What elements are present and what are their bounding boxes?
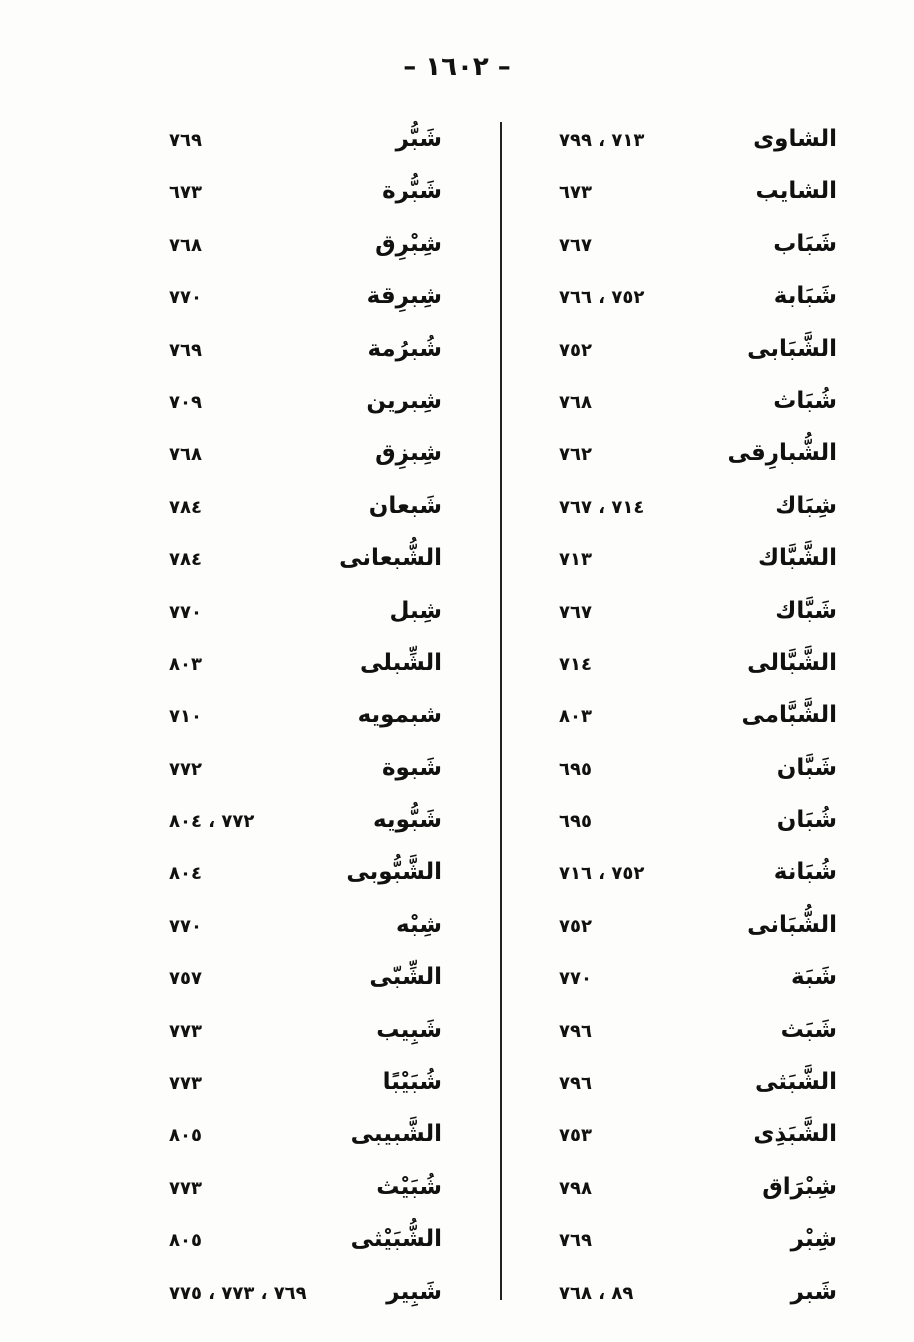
entry-name: الشَّبيبى [350, 1121, 442, 1148]
index-entry [155, 747, 450, 799]
entry-pages: ٧٦٩ [559, 1230, 592, 1252]
index-entry [155, 642, 450, 694]
entry-name: الشَّبَّامى [741, 702, 837, 729]
index-entry [545, 642, 845, 694]
entry-name: الشايب [755, 178, 837, 205]
entry-pages: ٧٧٢ ، ٨٠٤ [169, 811, 255, 833]
index-entry [155, 170, 450, 222]
entry-name: شَبر [790, 1278, 837, 1305]
entry-pages: ٨٠٣ [559, 706, 592, 728]
entry-name: شِبْه [396, 911, 442, 938]
entry-name: الشُّبَانى [747, 911, 837, 938]
index-entry [545, 747, 845, 799]
index-entry [155, 432, 450, 484]
index-entry [155, 223, 450, 275]
index-entry [155, 1166, 450, 1218]
entry-pages: ٨٠٣ [169, 653, 202, 675]
entry-pages: ٧٨٤ [169, 549, 202, 571]
entry-name: الشَّبَثى [755, 1069, 837, 1096]
index-entry [155, 380, 450, 432]
entry-name: شبمويه [357, 702, 442, 729]
entry-name: شِبرين [366, 387, 442, 414]
entry-pages: ٧٧٠ [169, 287, 202, 309]
entry-name: الشاوى [753, 126, 837, 152]
left-column [155, 118, 450, 1323]
index-entry [545, 170, 845, 222]
index-entry [155, 799, 450, 851]
entry-name: شَبَّان [776, 754, 837, 781]
entry-pages: ٧٦٢ [559, 444, 592, 466]
right-column [545, 118, 845, 1323]
index-entry [155, 485, 450, 537]
entry-pages: ٦٩٥ [559, 758, 592, 780]
entry-name: الشَّبُّوبى [346, 859, 442, 886]
index-entry [545, 485, 845, 537]
index-entry [155, 118, 450, 170]
entry-pages: ٧٧٠ [559, 968, 592, 990]
index-entry [545, 537, 845, 589]
entry-pages: ٧٩٨ [559, 1177, 592, 1199]
entry-pages: ٧٦٨ [559, 391, 592, 413]
entry-name: شِبْرِق [375, 230, 442, 257]
entry-name: شُبَان [776, 807, 837, 834]
entry-name: شَبَابة [773, 283, 837, 310]
index-entry [155, 851, 450, 903]
index-entry [155, 590, 450, 642]
entry-pages: ٧٧٠ [169, 601, 202, 623]
index-entry [155, 956, 450, 1008]
index-entry [545, 223, 845, 275]
index-entry [545, 1113, 845, 1165]
index-entry [545, 1271, 845, 1323]
entry-name: شَبَّاك [775, 597, 837, 624]
entry-name: شِبْر [790, 1226, 837, 1253]
entry-name: شِبرِقة [366, 283, 442, 310]
entry-pages: ٧١٤ [559, 653, 592, 675]
entry-pages: ٨٩ ، ٧٦٨ [559, 1282, 634, 1304]
entry-pages: ٧٦٧ [559, 601, 592, 623]
entry-name: شَبُّويه [372, 807, 442, 834]
entry-pages: ٧٦٧ [559, 234, 592, 256]
entry-pages: ٧٧٠ [169, 915, 202, 937]
entry-name: شَبَاب [773, 230, 837, 257]
entry-pages: ٧٧٢ [169, 758, 202, 780]
page-number: – ١٦٠٢ – [403, 52, 511, 82]
index-entry [155, 1271, 450, 1323]
entry-pages: ٧٦٨ [169, 234, 202, 256]
index-entry [155, 1061, 450, 1113]
index-entry [545, 904, 845, 956]
entry-pages: ٧٥٧ [169, 968, 202, 990]
entry-pages: ٧٩٦ [559, 1073, 592, 1095]
entry-pages: ٧١٤ ، ٧٦٧ [559, 496, 645, 518]
entry-name: شَبُّر [395, 126, 442, 152]
entry-pages: ٧٠٩ [169, 391, 202, 413]
entry-pages: ٧٥٢ ، ٧٦٦ [559, 287, 645, 309]
entry-name: الشُّبَيْثى [350, 1226, 442, 1253]
entry-name: شَبُّرة [382, 178, 442, 205]
index-entry [155, 275, 450, 327]
index-entry [155, 904, 450, 956]
entry-pages: ٧٧٣ [169, 1020, 202, 1042]
index-entry [545, 694, 845, 746]
index-entry [155, 1009, 450, 1061]
entry-pages: ٨٠٥ [169, 1125, 202, 1147]
entry-name: شُبَيْث [376, 1173, 442, 1200]
entry-pages: ٧٩٦ [559, 1020, 592, 1042]
entry-name: الشُّبعانى [339, 545, 442, 572]
index-entry [545, 956, 845, 1008]
index-entry [155, 328, 450, 380]
index-entry [545, 1166, 845, 1218]
index-entry [545, 275, 845, 327]
index-entry [545, 432, 845, 484]
index-entry [155, 694, 450, 746]
index-entry [545, 380, 845, 432]
entry-pages: ٧٥٢ [559, 915, 592, 937]
entry-name: شُبَانة [773, 859, 837, 886]
entry-name: شُبَيْبًا [382, 1069, 442, 1096]
index-entry [155, 1113, 450, 1165]
entry-name: الشِّبّى [369, 964, 442, 991]
entry-pages: ٧٦٨ [169, 444, 202, 466]
entry-name: شَبَث [780, 1016, 837, 1043]
entry-name: شِبْرَاق [762, 1173, 837, 1200]
index-entry [545, 851, 845, 903]
index-entry [155, 1218, 450, 1270]
entry-name: الشَّبَابى [747, 335, 837, 362]
entry-name: الشَّبَّاك [757, 545, 837, 572]
entry-pages: ٧٧٣ [169, 1177, 202, 1199]
entry-name: شَبِيب [376, 1016, 442, 1043]
index-entry [545, 590, 845, 642]
entry-pages: ٧١٣ ، ٧٩٩ [559, 130, 645, 151]
index-entry [545, 1061, 845, 1113]
entry-name: الشَّبَّالى [747, 649, 837, 676]
index-entry [545, 799, 845, 851]
entry-pages: ٧٦٩ [169, 130, 202, 151]
entry-pages: ٨٠٤ [169, 863, 202, 885]
index-entry [545, 1009, 845, 1061]
entry-pages: ٨٠٥ [169, 1230, 202, 1252]
entry-pages: ٦٩٥ [559, 811, 592, 833]
entry-name: شِبل [389, 597, 442, 624]
entry-pages: ٦٧٣ [169, 182, 202, 204]
entry-name: شِبزِق [375, 440, 442, 467]
entry-pages: ٧٥٢ ، ٧١٦ [559, 863, 645, 885]
entry-name: شُبَاث [773, 387, 837, 414]
entry-name: شَبوة [381, 754, 442, 781]
index-entry [545, 328, 845, 380]
entry-name: الشِّبلى [360, 649, 442, 676]
entry-pages: ٧٨٤ [169, 496, 202, 518]
entry-pages: ٧٧٣ [169, 1073, 202, 1095]
entry-name: الشُّبارِقى [727, 440, 837, 467]
entry-pages: ٧٦٩ [169, 339, 202, 361]
entry-pages: ٧٦٩ ، ٧٧٣ ، ٧٧٥ [169, 1282, 307, 1304]
entry-name: الشَّبَذِى [753, 1121, 837, 1148]
entry-pages: ٧٥٣ [559, 1125, 592, 1147]
entry-name: شَبِير [386, 1278, 442, 1305]
entry-pages: ٧١٣ [559, 549, 592, 571]
entry-name: شَبَة [791, 964, 837, 991]
column-divider [500, 122, 502, 1300]
entry-name: شُبرُمة [367, 335, 442, 362]
index-entry [155, 537, 450, 589]
entry-name: شَبعان [368, 492, 442, 519]
index-entry [545, 118, 845, 170]
entry-pages: ٧١٠ [169, 706, 202, 728]
index-entry [545, 1218, 845, 1270]
entry-name: شِبَاك [775, 492, 837, 519]
entry-pages: ٦٧٣ [559, 182, 592, 204]
entry-pages: ٧٥٢ [559, 339, 592, 361]
